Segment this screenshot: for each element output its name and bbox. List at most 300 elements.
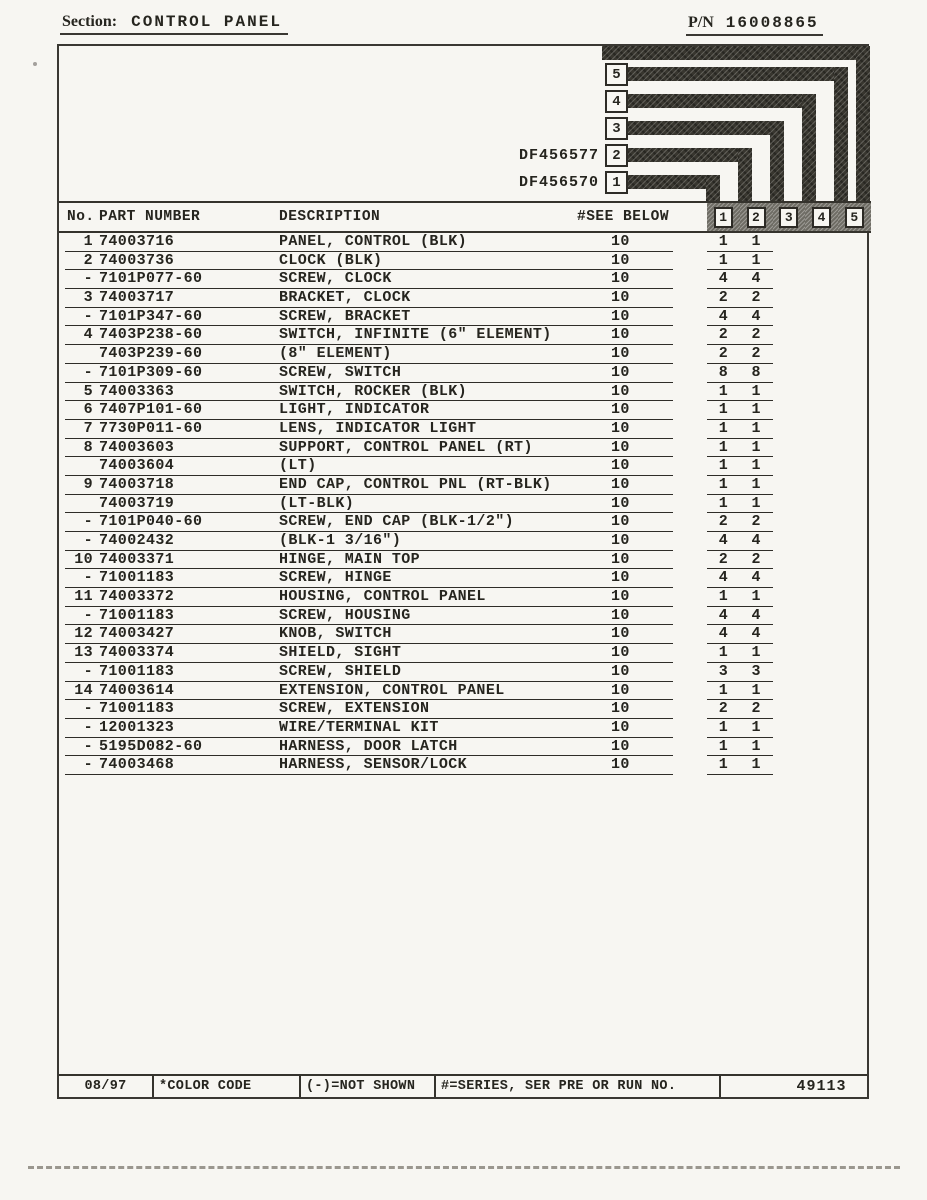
cell-qty-series-2: 4 [740, 532, 773, 551]
cell-qty-series-4 [805, 588, 838, 607]
cell-qty-series-2: 1 [740, 738, 773, 757]
cell-qty-series-4 [805, 270, 838, 289]
cell-item-no: 6 [65, 401, 99, 420]
series-vbar-1 [706, 175, 720, 201]
cell-item-no: - [65, 663, 99, 682]
cell-description: SCREW, END CAP (BLK-1/2") [279, 513, 577, 532]
cell-item-no: - [65, 308, 99, 327]
cell-qty-series-1: 4 [707, 625, 740, 644]
cell-qty-series-3 [773, 364, 806, 383]
cell-item-no: - [65, 513, 99, 532]
cell-item-no: - [65, 756, 99, 775]
cell-qty-series-3 [773, 383, 806, 402]
cell-gap [673, 252, 707, 271]
cell-qty-series-1: 1 [707, 588, 740, 607]
cell-qty-series-2: 1 [740, 588, 773, 607]
cell-description: SWITCH, INFINITE (6" ELEMENT) [279, 326, 577, 345]
cell-qty-series-1: 1 [707, 420, 740, 439]
cell-qty-series-1: 8 [707, 364, 740, 383]
cell-see-below: 10 [577, 289, 673, 308]
cell-qty-series-5 [838, 383, 871, 402]
cell-qty-series-3 [773, 476, 806, 495]
cell-item-no: - [65, 270, 99, 289]
cell-item-no: - [65, 532, 99, 551]
cell-see-below: 10 [577, 700, 673, 719]
cell-see-below: 10 [577, 551, 673, 570]
cell-qty-series-4 [805, 719, 838, 738]
cell-see-below: 10 [577, 476, 673, 495]
cell-gap [673, 289, 707, 308]
cell-qty-series-2: 1 [740, 233, 773, 252]
cell-see-below: 10 [577, 588, 673, 607]
cell-qty-series-4 [805, 532, 838, 551]
cell-gap [673, 383, 707, 402]
section-label: Section: [62, 13, 118, 30]
cell-item-no: 5 [65, 383, 99, 402]
cell-qty-series-2: 1 [740, 644, 773, 663]
cell-gap [673, 700, 707, 719]
cell-qty-series-3 [773, 420, 806, 439]
cell-see-below: 10 [577, 513, 673, 532]
cell-qty-series-4 [805, 289, 838, 308]
cell-qty-series-4 [805, 420, 838, 439]
cell-part-number: 74003371 [99, 551, 279, 570]
cell-gap [673, 233, 707, 252]
cell-description: (LT) [279, 457, 577, 476]
cell-qty-series-2: 1 [740, 756, 773, 775]
cell-qty-series-3 [773, 663, 806, 682]
cell-qty-series-3 [773, 588, 806, 607]
table-row [59, 495, 871, 514]
cell-qty-series-1: 4 [707, 569, 740, 588]
cell-qty-series-4 [805, 569, 838, 588]
cell-part-number: 74003468 [99, 756, 279, 775]
table-row [59, 364, 871, 383]
series-number-box-5: 5 [605, 63, 628, 86]
footer-not-shown: (-)=NOT SHOWN [299, 1076, 434, 1097]
cell-qty-series-4 [805, 326, 838, 345]
cell-see-below: 10 [577, 607, 673, 626]
cell-qty-series-1: 2 [707, 700, 740, 719]
cell-qty-series-2: 1 [740, 682, 773, 701]
cell-qty-series-1: 1 [707, 439, 740, 458]
cell-qty-series-4 [805, 663, 838, 682]
cell-qty-series-4 [805, 233, 838, 252]
cell-description: SCREW, HINGE [279, 569, 577, 588]
cell-qty-series-5 [838, 663, 871, 682]
cell-qty-series-4 [805, 439, 838, 458]
cell-gap [673, 345, 707, 364]
cell-gap [673, 569, 707, 588]
cell-part-number: 74003363 [99, 383, 279, 402]
cell-qty-series-5 [838, 420, 871, 439]
cell-description: PANEL, CONTROL (BLK) [279, 233, 577, 252]
cell-qty-series-4 [805, 644, 838, 663]
cell-description: BRACKET, CLOCK [279, 289, 577, 308]
cell-item-no: 4 [65, 326, 99, 345]
cell-description: LENS, INDICATOR LIGHT [279, 420, 577, 439]
cell-qty-series-1: 1 [707, 457, 740, 476]
table-row [59, 270, 871, 289]
cell-qty-series-4 [805, 738, 838, 757]
cell-qty-series-1: 1 [707, 383, 740, 402]
cell-qty-series-1: 2 [707, 345, 740, 364]
cell-qty-series-3 [773, 233, 806, 252]
cell-qty-series-2: 1 [740, 457, 773, 476]
table-row [59, 569, 871, 588]
cell-item-no: 14 [65, 682, 99, 701]
footer-row [59, 1074, 867, 1097]
cell-qty-series-4 [805, 383, 838, 402]
table-row [59, 233, 871, 252]
cell-qty-series-3 [773, 569, 806, 588]
cell-part-number: 74003603 [99, 439, 279, 458]
cell-qty-series-1: 4 [707, 607, 740, 626]
cell-item-no: 7 [65, 420, 99, 439]
cell-qty-series-4 [805, 756, 838, 775]
cell-qty-series-4 [805, 607, 838, 626]
cell-qty-series-2: 1 [740, 719, 773, 738]
cell-qty-series-5 [838, 457, 871, 476]
series-vbar-2 [738, 148, 752, 201]
cell-gap [673, 513, 707, 532]
cell-qty-series-5 [838, 569, 871, 588]
cell-item-no [65, 495, 99, 514]
table-row [59, 625, 871, 644]
cell-gap [673, 439, 707, 458]
cell-item-no: 12 [65, 625, 99, 644]
series-top-bar [602, 46, 869, 60]
cell-item-no: - [65, 569, 99, 588]
cell-description: LIGHT, INDICATOR [279, 401, 577, 420]
cell-qty-series-1: 1 [707, 738, 740, 757]
cell-part-number: 74003718 [99, 476, 279, 495]
cell-item-no [65, 345, 99, 364]
cell-part-number: 74003604 [99, 457, 279, 476]
cell-qty-series-3 [773, 700, 806, 719]
cell-qty-series-2: 4 [740, 625, 773, 644]
cell-gap [673, 625, 707, 644]
cell-part-number: 71001183 [99, 700, 279, 719]
cell-qty-series-5 [838, 532, 871, 551]
cell-see-below: 10 [577, 719, 673, 738]
cell-item-no: - [65, 700, 99, 719]
cell-qty-series-5 [838, 270, 871, 289]
cell-see-below: 10 [577, 439, 673, 458]
series-number-box-2: 2 [605, 144, 628, 167]
cell-item-no [65, 457, 99, 476]
cell-qty-series-5 [838, 682, 871, 701]
series-col-header-1: 1 [714, 207, 733, 228]
cell-qty-series-1: 1 [707, 233, 740, 252]
cell-part-number: 74003427 [99, 625, 279, 644]
cell-see-below: 10 [577, 270, 673, 289]
pn-label: P/N [688, 14, 714, 31]
cell-gap [673, 588, 707, 607]
cell-qty-series-3 [773, 270, 806, 289]
cell-item-no: 10 [65, 551, 99, 570]
cell-description: KNOB, SWITCH [279, 625, 577, 644]
cell-qty-series-2: 2 [740, 513, 773, 532]
table-row [59, 663, 871, 682]
cell-qty-series-5 [838, 700, 871, 719]
cell-part-number: 5195D082-60 [99, 738, 279, 757]
cell-item-no: 11 [65, 588, 99, 607]
cell-see-below: 10 [577, 420, 673, 439]
cell-qty-series-5 [838, 233, 871, 252]
table-row [59, 700, 871, 719]
cell-part-number: 7101P040-60 [99, 513, 279, 532]
diagram-ref-label-2: DF456570 [518, 174, 599, 191]
cell-qty-series-4 [805, 308, 838, 327]
cell-qty-series-4 [805, 401, 838, 420]
series-vbar-4 [802, 94, 816, 201]
cell-description: SCREW, SHIELD [279, 663, 577, 682]
section-value: CONTROL PANEL [131, 13, 282, 31]
cell-see-below: 10 [577, 401, 673, 420]
cell-part-number: 71001183 [99, 663, 279, 682]
cell-part-number: 74003717 [99, 289, 279, 308]
cell-qty-series-3 [773, 532, 806, 551]
cell-see-below: 10 [577, 252, 673, 271]
cell-qty-series-4 [805, 551, 838, 570]
series-col-header-2: 2 [747, 207, 766, 228]
cell-qty-series-5 [838, 326, 871, 345]
cell-part-number: 74003719 [99, 495, 279, 514]
footer-color-code: *COLOR CODE [152, 1076, 299, 1097]
cell-description: HINGE, MAIN TOP [279, 551, 577, 570]
cell-part-number: 74003372 [99, 588, 279, 607]
table-row [59, 719, 871, 738]
cell-qty-series-3 [773, 719, 806, 738]
cell-qty-series-5 [838, 588, 871, 607]
table-row [59, 345, 871, 364]
cell-qty-series-5 [838, 607, 871, 626]
cell-qty-series-4 [805, 476, 838, 495]
cell-part-number: 74003374 [99, 644, 279, 663]
cell-qty-series-3 [773, 495, 806, 514]
cell-description: SCREW, SWITCH [279, 364, 577, 383]
cell-qty-series-5 [838, 644, 871, 663]
cell-qty-series-2: 1 [740, 401, 773, 420]
cell-qty-series-5 [838, 625, 871, 644]
cell-qty-series-2: 1 [740, 476, 773, 495]
cell-qty-series-2: 2 [740, 345, 773, 364]
cell-qty-series-4 [805, 513, 838, 532]
cell-item-no: 9 [65, 476, 99, 495]
cell-qty-series-3 [773, 308, 806, 327]
cell-qty-series-2: 2 [740, 700, 773, 719]
series-hbar-2 [628, 148, 752, 162]
cell-see-below: 10 [577, 644, 673, 663]
cell-gap [673, 401, 707, 420]
cell-qty-series-1: 3 [707, 663, 740, 682]
cell-item-no: 1 [65, 233, 99, 252]
cell-gap [673, 551, 707, 570]
cell-item-no: - [65, 364, 99, 383]
cell-part-number: 12001323 [99, 719, 279, 738]
cell-description: SCREW, EXTENSION [279, 700, 577, 719]
cell-qty-series-1: 2 [707, 513, 740, 532]
series-hbar-3 [628, 121, 784, 135]
series-vbar-3 [770, 121, 784, 201]
series-col-cell-5 [838, 203, 871, 231]
cell-description: SUPPORT, CONTROL PANEL (RT) [279, 439, 577, 458]
cell-qty-series-3 [773, 345, 806, 364]
cell-qty-series-4 [805, 364, 838, 383]
cell-qty-series-2: 2 [740, 551, 773, 570]
cell-item-no: 13 [65, 644, 99, 663]
cell-description: SWITCH, ROCKER (BLK) [279, 383, 577, 402]
cell-description: (LT-BLK) [279, 495, 577, 514]
table-header-row [59, 201, 871, 233]
cell-description: SCREW, HOUSING [279, 607, 577, 626]
table-row [59, 420, 871, 439]
cell-gap [673, 607, 707, 626]
cell-qty-series-1: 2 [707, 326, 740, 345]
cell-part-number: 7730P011-60 [99, 420, 279, 439]
cell-see-below: 10 [577, 663, 673, 682]
cell-see-below: 10 [577, 682, 673, 701]
series-vbar-5 [834, 67, 848, 201]
cell-item-no: 8 [65, 439, 99, 458]
series-col-header-3: 3 [779, 207, 798, 228]
table-row [59, 738, 871, 757]
cell-qty-series-1: 1 [707, 495, 740, 514]
table-row [59, 756, 871, 775]
table-row [59, 289, 871, 308]
cell-see-below: 10 [577, 756, 673, 775]
series-col-cell-4 [805, 203, 838, 231]
cell-item-no: - [65, 738, 99, 757]
table-row [59, 551, 871, 570]
series-col-cell-3 [773, 203, 806, 231]
cell-qty-series-4 [805, 345, 838, 364]
cell-qty-series-3 [773, 551, 806, 570]
cell-qty-series-1: 2 [707, 289, 740, 308]
col-header-part-number: PART NUMBER [99, 209, 201, 225]
cell-qty-series-3 [773, 738, 806, 757]
cell-qty-series-1: 1 [707, 719, 740, 738]
cell-gap [673, 644, 707, 663]
table-row [59, 457, 871, 476]
series-number-box-1: 1 [605, 171, 628, 194]
cell-item-no: 3 [65, 289, 99, 308]
cell-qty-series-2: 1 [740, 252, 773, 271]
cell-part-number: 7403P239-60 [99, 345, 279, 364]
cell-qty-series-4 [805, 457, 838, 476]
cell-part-number: 74003614 [99, 682, 279, 701]
scan-artifact-dashed-line [28, 1166, 900, 1169]
cell-see-below: 10 [577, 345, 673, 364]
footer-doc-number: 49113 [719, 1076, 867, 1097]
table-row [59, 513, 871, 532]
cell-description: WIRE/TERMINAL KIT [279, 719, 577, 738]
col-header-description: DESCRIPTION [279, 209, 381, 225]
series-col-header-5: 5 [845, 207, 864, 228]
table-row [59, 644, 871, 663]
cell-qty-series-5 [838, 551, 871, 570]
cell-gap [673, 663, 707, 682]
series-col-cell-1 [707, 203, 740, 231]
table-row [59, 252, 871, 271]
cell-qty-series-5 [838, 756, 871, 775]
cell-gap [673, 495, 707, 514]
cell-qty-series-1: 1 [707, 476, 740, 495]
cell-qty-series-2: 8 [740, 364, 773, 383]
cell-see-below: 10 [577, 383, 673, 402]
cell-qty-series-2: 4 [740, 569, 773, 588]
cell-qty-series-1: 4 [707, 308, 740, 327]
cell-description: HARNESS, DOOR LATCH [279, 738, 577, 757]
cell-part-number: 74003716 [99, 233, 279, 252]
cell-see-below: 10 [577, 233, 673, 252]
diagram-ref-label-1: DF456577 [518, 147, 599, 164]
cell-item-no: - [65, 607, 99, 626]
cell-qty-series-2: 1 [740, 439, 773, 458]
cell-qty-series-5 [838, 345, 871, 364]
cell-qty-series-4 [805, 625, 838, 644]
cell-qty-series-2: 4 [740, 607, 773, 626]
scan-artifact-speck [33, 62, 37, 66]
cell-description: HOUSING, CONTROL PANEL [279, 588, 577, 607]
cell-description: EXTENSION, CONTROL PANEL [279, 682, 577, 701]
cell-qty-series-2: 1 [740, 495, 773, 514]
cell-qty-series-3 [773, 682, 806, 701]
table-row [59, 326, 871, 345]
cell-description: SCREW, BRACKET [279, 308, 577, 327]
cell-qty-series-5 [838, 308, 871, 327]
cell-item-no: - [65, 719, 99, 738]
cell-qty-series-3 [773, 401, 806, 420]
table-row [59, 607, 871, 626]
cell-gap [673, 420, 707, 439]
cell-gap [673, 738, 707, 757]
cell-see-below: 10 [577, 364, 673, 383]
cell-qty-series-5 [838, 738, 871, 757]
cell-part-number: 7101P077-60 [99, 270, 279, 289]
cell-gap [673, 326, 707, 345]
footer-series-note: #=SERIES, SER PRE OR RUN NO. [434, 1076, 719, 1097]
cell-qty-series-1: 1 [707, 682, 740, 701]
cell-description: (8" ELEMENT) [279, 345, 577, 364]
cell-qty-series-2: 3 [740, 663, 773, 682]
cell-qty-series-1: 4 [707, 532, 740, 551]
cell-qty-series-5 [838, 439, 871, 458]
cell-see-below: 10 [577, 326, 673, 345]
cell-qty-series-1: 4 [707, 270, 740, 289]
cell-qty-series-4 [805, 252, 838, 271]
table-row [59, 383, 871, 402]
cell-part-number: 7407P101-60 [99, 401, 279, 420]
cell-see-below: 10 [577, 569, 673, 588]
cell-see-below: 10 [577, 495, 673, 514]
cell-gap [673, 457, 707, 476]
cell-qty-series-5 [838, 252, 871, 271]
cell-qty-series-3 [773, 607, 806, 626]
cell-part-number: 74002432 [99, 532, 279, 551]
parts-table-frame [57, 44, 869, 1099]
cell-gap [673, 308, 707, 327]
cell-qty-series-2: 4 [740, 270, 773, 289]
cell-gap [673, 270, 707, 289]
cell-qty-series-1: 1 [707, 756, 740, 775]
cell-qty-series-4 [805, 682, 838, 701]
cell-see-below: 10 [577, 457, 673, 476]
cell-qty-series-3 [773, 457, 806, 476]
table-row [59, 401, 871, 420]
footer-date: 08/97 [84, 1079, 127, 1094]
